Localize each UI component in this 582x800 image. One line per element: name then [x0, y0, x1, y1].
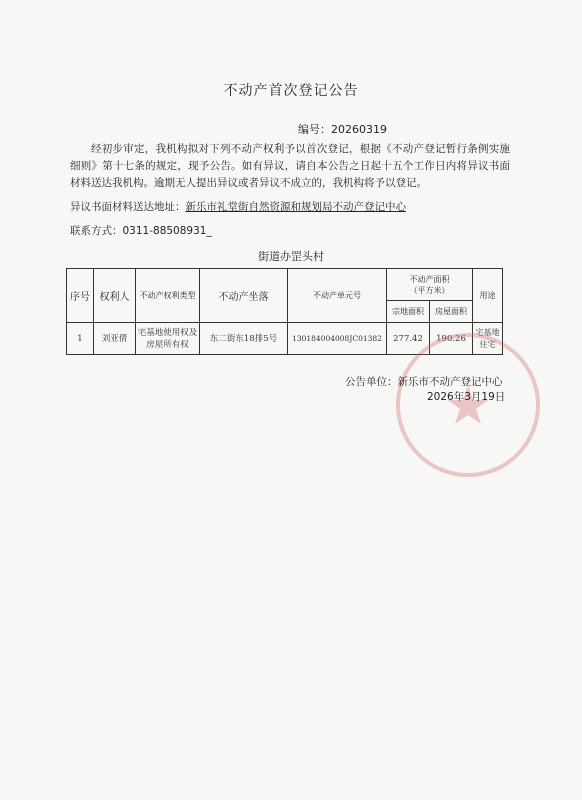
row-right-type: 宅基地使用权及房屋所有权 — [136, 323, 200, 355]
announcing-unit — [345, 374, 503, 389]
objection-address-value: 新乐市礼堂街自然资源和规划局不动产登记中心 — [185, 201, 406, 213]
header-house-area: 房屋面积 — [430, 301, 473, 323]
document-number-label: 编号： — [298, 123, 331, 136]
table-caption: 街道办罡头村 — [258, 250, 324, 263]
announcing-unit-label: 公告单位： — [345, 376, 398, 388]
contact-info — [70, 223, 212, 238]
header-unit-no: 不动产单元号 — [288, 269, 387, 323]
header-index: 序号 — [67, 269, 94, 323]
header-area-group — [387, 269, 473, 301]
contact-label: 联系方式： — [70, 225, 123, 237]
document-number-value: 20260319 — [331, 123, 387, 136]
row-house-area: 190.26 — [430, 323, 473, 355]
objection-address — [70, 199, 406, 214]
official-seal — [393, 330, 543, 480]
table-header-row — [67, 269, 503, 301]
announcing-unit-name: 新乐市不动产登记中心 — [397, 376, 503, 388]
notice-body: 经初步审定，我机构拟对下列不动产权利予以首次登记，根据《不动产登记暂行条例实施细则》第十七条的规定，现予公告。如有异议，请自本公告之日起十五个工作日内将异议书面材料送达我机构。逾期无人提出异议或者异议不成立的，我机构将予以登记。 — [70, 143, 510, 189]
header-area-unit: （平方米） — [409, 285, 450, 295]
header-usage: 用途 — [473, 269, 503, 323]
objection-address-label: 异议书面材料送达地址： — [70, 201, 186, 213]
notice-title: 不动产首次登记公告 — [223, 83, 359, 99]
header-holder: 权利人 — [94, 269, 136, 323]
header-location: 不动产坐落 — [200, 269, 288, 323]
contact-phone: 0311-88508931_ — [122, 225, 212, 237]
announcement-date: 2026年3月19日 — [427, 391, 506, 403]
header-right-type: 不动产权利类型 — [136, 269, 200, 323]
row-usage: 宅基地住宅 — [473, 323, 503, 355]
row-unit-no: 130184004008JC01382 — [288, 323, 387, 355]
row-index: 1 — [67, 323, 94, 355]
header-area-title: 不动产面积 — [409, 274, 450, 284]
header-land-area: 宗地面积 — [387, 301, 430, 323]
row-holder: 刘亚倩 — [94, 323, 136, 355]
row-location: 东二街东18排5号 — [200, 323, 288, 355]
document-number — [298, 121, 387, 137]
row-land-area: 277.42 — [387, 323, 430, 355]
